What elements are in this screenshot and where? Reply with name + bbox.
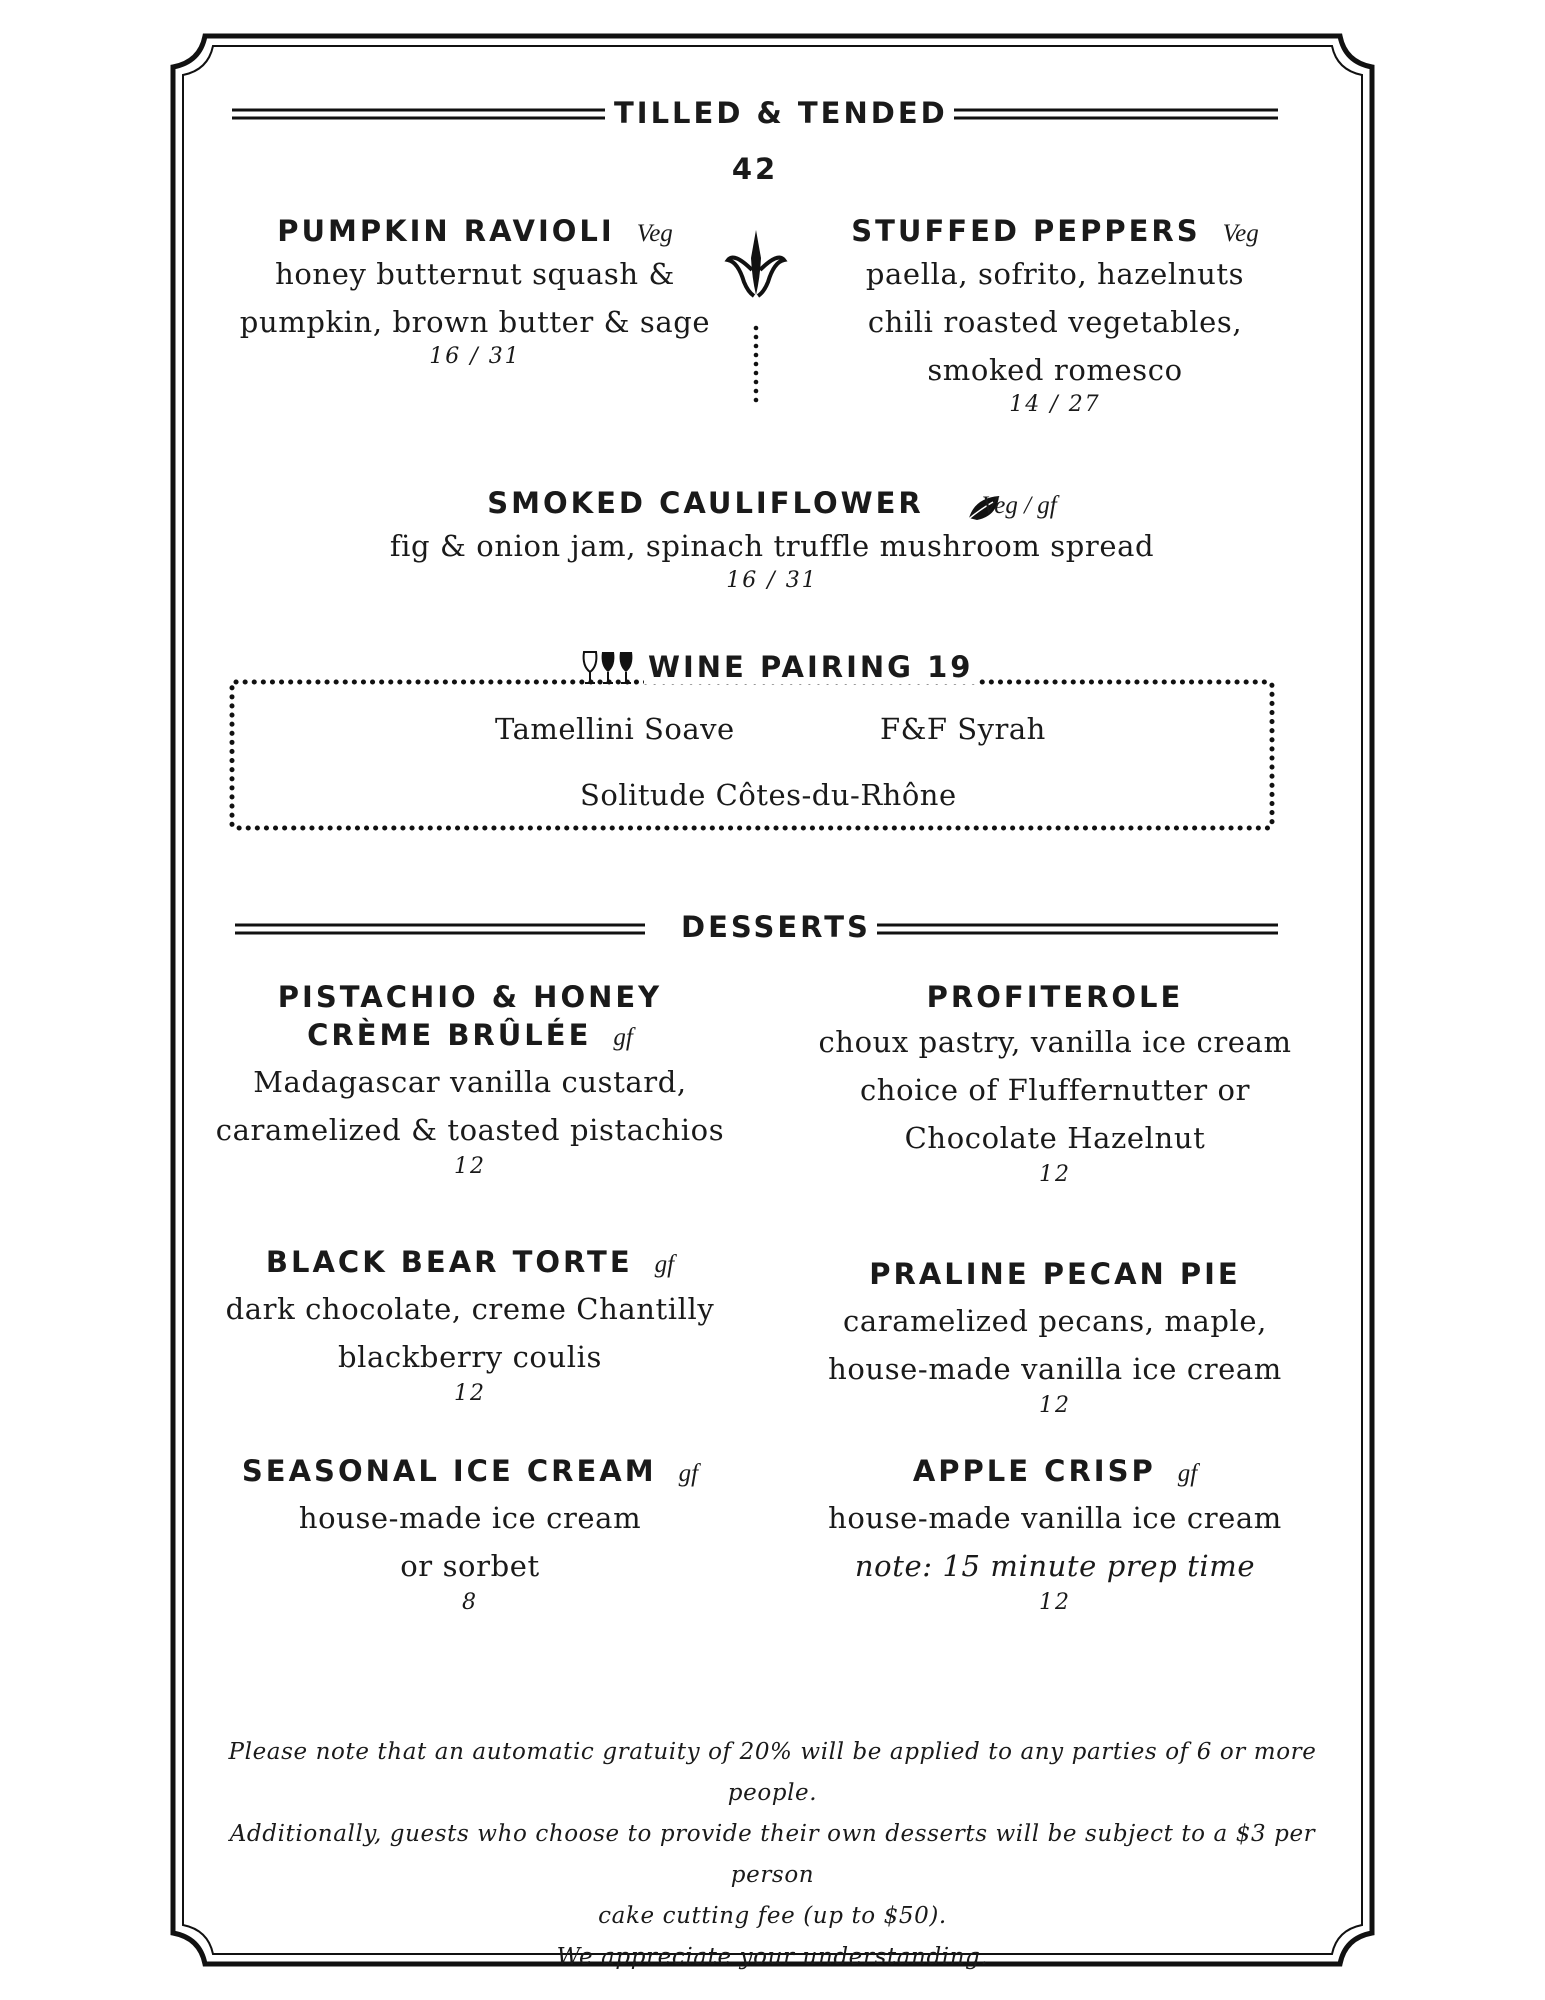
item-desc-line: house-made vanilla ice cream [828,1352,1282,1386]
gf-tag: gf [654,1251,675,1278]
item-price: 12 [454,1154,486,1179]
dessert-apple-crisp [800,1454,1310,1615]
item-price: 14 / 27 [1009,392,1101,417]
item-desc-line: choice of Fluffernutter or [859,1073,1251,1107]
item-desc-line: Madagascar vanilla custard, [253,1065,687,1099]
footer-line: Additionally, guests who choose to provide their own desserts will be subject to a $3 per person [229,1821,1316,1888]
item-name: BLACK BEAR TORTE [265,1245,633,1279]
item-desc-line: house-made vanilla ice cream [828,1501,1282,1535]
item-desc-line: blackberry coulis [337,1340,602,1374]
item-desc-line: pumpkin, brown butter & sage [239,305,711,339]
item-name: PUMPKIN RAVIOLI [277,214,615,248]
item-desc-line: dark chocolate, creme Chantilly [225,1292,715,1326]
item-desc-line: house-made ice cream [298,1501,642,1535]
item-price: 8 [462,1590,478,1615]
item-name: STUFFED PEPPERS [851,214,1201,248]
footer-line: Please note that an automatic gratuity of 20% will be applied to any parties of 6 or more people. [228,1739,1317,1806]
item-desc-line: smoked romesco [927,353,1183,387]
gf-tag: gf [613,1024,633,1051]
veg-tag: Veg [636,220,673,247]
item-price: 12 [1039,1393,1071,1418]
item-price: 12 [1039,1162,1071,1187]
item-desc-line: caramelized pecans, maple, [843,1304,1267,1338]
wine-glasses-icon [584,652,633,683]
veg-tag: Veg [1222,220,1259,247]
footer-line: cake cutting fee (up to $50). [598,1903,947,1929]
item-desc-line: choux pastry, vanilla ice cream [818,1025,1292,1059]
wine-item: F&F Syrah [880,712,1046,746]
mains-section-title: TILLED & TENDED [608,96,954,130]
gf-tag: gf [678,1460,699,1487]
item-price: 16 / 31 [726,568,818,593]
dessert-profiterole [800,980,1310,1187]
item-price: 12 [1039,1590,1071,1615]
item-name: CRÈME BRÛLÉE [307,1018,592,1052]
item-name: SEASONAL ICE CREAM [241,1454,657,1488]
dessert-creme-brulee [215,980,725,1179]
menu-item-stuffed-peppers [790,214,1320,417]
item-price: 12 [454,1381,486,1406]
item-price: 16 / 31 [429,344,521,369]
item-name: SMOKED CAULIFLOWER [487,486,924,520]
desserts-section-title: DESSERTS [675,910,877,944]
wine-item: Solitude Côtes-du-Rhône [580,778,957,812]
mains-price: 42 [731,152,779,186]
menu-item-smoked-cauliflower [272,486,1272,593]
item-name: APPLE CRISP [912,1454,1156,1488]
gf-tag: gf [1177,1460,1198,1487]
veg-gf-tag: Veg / gf [981,492,1057,519]
dessert-praline-pecan-pie [800,1257,1310,1418]
item-desc-line: fig & onion jam, spinach truffle mushroom spread [389,529,1155,563]
item-desc-line: paella, sofrito, hazelnuts [865,257,1245,291]
item-desc-line: Chocolate Hazelnut [904,1121,1206,1155]
wine-pairing-title: WINE PAIRING 19 [644,650,977,684]
menu-item-pumpkin-ravioli [210,214,740,369]
item-desc-line: chili roasted vegetables, [867,305,1243,339]
item-prep-note: note: 15 minute prep time [854,1549,1256,1583]
item-name: PISTACHIO & HONEY [277,980,663,1014]
footer-notice [190,1732,1355,1978]
footer-line: We appreciate your understanding. [556,1944,989,1970]
dessert-black-bear-torte [215,1245,725,1406]
item-desc-line: or sorbet [400,1549,540,1583]
item-desc-line: honey butternut squash & [275,257,675,291]
item-desc-line: caramelized & toasted pistachios [215,1113,725,1147]
dessert-seasonal-ice-cream [215,1454,725,1615]
item-name: PROFITEROLE [926,980,1184,1014]
wine-item: Tamellini Soave [495,712,735,746]
item-name: PRALINE PECAN PIE [869,1257,1241,1291]
